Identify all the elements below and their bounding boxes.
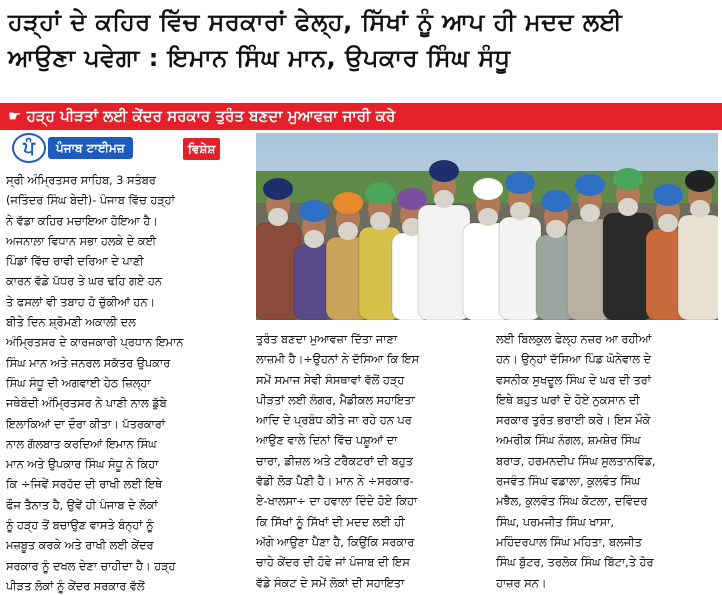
special-badge: ਵਿਸ਼ੇਸ਼ [183,138,220,160]
article-line: ਸਰਕਾਰ ਤੁਰੰਤ ਭਰਾਈ ਕਰੇ। ਇਸ ਮੌਕੇ [496,414,651,428]
article-line: ਇਲਾਕਿਆਂ ਦਾ ਦੌਰਾ ਕੀਤਾ। ਪੱਤਰਕਾਰਾਂ [6,417,165,431]
person-body [418,205,470,320]
article-line: ਬਰਾੜ, ਹਰਮਨਦੀਪ ਸਿੰਘ ਸੁਲਤਾਨਵਿੰਡ, [496,454,656,468]
article-line: ਆਉਣ ਵਾਲੇ ਦਿਨਾਂ ਵਿੱਚ ਪਸ਼ੂਆਂ ਦਾ [256,434,398,448]
article-line: ਬੀਤੇ ਦਿਨ ਸ਼੍ਰੋਮਣੀ ਅਕਾਲੀ ਦਲ [6,316,136,330]
headline [8,4,716,76]
person-turban [685,170,715,192]
person-beard [580,204,600,222]
person-turban [263,178,293,200]
person-turban [613,168,643,190]
article-line: ਰਜਵੰਤ ਸਿੰਘ ਵਡਾਲਾ, ਕੁਲਵੰਤ ਸਿੰਘ [496,475,640,489]
person-turban [299,200,329,222]
article-line: ਵਸਨੀਕ ਸੁਖਦੂਲ ਸਿੰਘ ਦੇ ਘਰ ਦੀ ਤਰਾਂ [496,373,651,387]
article-line: ਇਥੇ ਬਹੁਤ ਘਰਾਂ ਦੇ ਹੋਏ ਨੁਕਸਾਨ ਦੀ [496,393,640,407]
article-line: ਸਿੰਘ ਬੁੱਟਰ, ਤਰਲੋਕ ਸਿੰਘ ਬਿੱਟਾ,ਤੇ ਹੋਰ [496,556,654,570]
article-line: ਪਿੰਡਾਂ ਵਿੱਚ ਰਾਵੀ ਦਰਿਆ ਦੇ ਪਾਣੀ [6,255,144,269]
article-line: ਜਥੇਬੰਦੀ ਅੰਮ੍ਰਿਤਸਰ ਨੇ ਪਾਣੀ ਨਾਲ ਡੁੱਬੇ [6,397,167,411]
person-turban [333,192,363,214]
person-beard [304,230,324,248]
article-line: ਸਿੰਘ, ਪਰਮਜੀਤ ਸਿੰਘ ਖਾਸਾ, [496,515,614,529]
article-column-1 [6,171,250,595]
subheadline-bar: ☛ ਹੜ੍ਹ ਪੀੜਤਾਂ ਲਈ ਕੇਂਦਰ ਸਰਕਾਰ ਤੁਰੰਤ ਬਣਦਾ ਮੁਆਵਜ਼ਾ ਜਾਰੀ ਕਰੇ [0,103,722,130]
publication-logo [12,134,174,162]
person-turban [575,174,605,196]
news-photo [256,133,718,320]
publication-name: ਪੰਜਾਬ ਟਾਈਮਜ਼ [48,137,133,159]
article-line: ਸਰਕਾਰ ਨੂੰ ਦਖਲ ਦੇਣਾ ਚਾਹੀਦਾ ਹੈ। ਹੜ੍ਹ [6,559,176,573]
article-line: ਨਾਲ ਗੱਲਬਾਤ ਕਰਦਿਆਂ ਇਮਾਨ ਸਿੰਘ [6,437,157,451]
article-line: ਮਹਿੰਦਰਪਾਲ ਸਿੰਘ ਮਹਿਤਾ, ਬਲਜੀਤ [496,535,642,549]
person-beard [618,198,638,216]
person-beard [546,220,566,238]
article-line: ਲਈ ਬਿਲਕੁਲ ਫੇਲ੍ਹ ਨਜ਼ਰ ਆ ਰਹੀਆਂ [496,333,652,346]
article-column-2 [256,330,488,594]
headline-line-1: ਹੜ੍ਹਾਂ ਦੇ ਕਹਿਰ ਵਿੱਚ ਸਰਕਾਰਾਂ ਫੇਲ੍ਹ, ਸਿੱਖਾਂ ਨੂੰ ਆਪ ਹੀ ਮਦਦ ਲਈ [8,8,623,36]
article-line: ਸ੍ਰੀ ਅੰਮ੍ਰਿਤਸਰ ਸਾਹਿਬ, 3 ਸਤੰਬਰ [6,174,156,187]
headline-line-2: ਆਉਣਾ ਪਵੇਗਾ : ਇਮਾਨ ਸਿੰਘ ਮਾਨ, ਉਪਕਾਰ ਸਿੰਘ ਸੰਧੂ [8,44,511,72]
article-line: ਕਿ ਸਿੱਖਾਂ ਨੂੰ ਸਿੱਖਾਂ ਦੀ ਮਦਦ ਲਈ ਹੀ [256,515,405,529]
article-line: ਕਾਰਨ ਵੱਡੇ ਪੱਧਰ ਤੇ ਘਰ ਢਹਿ ਗਏ ਹਨ [6,275,162,289]
article-line: ਮਝੈਲ, ਕੁਲਵੰਤ ਸਿੰਘ ਕੋਟਲਾ, ਦਵਿੰਦਰ [496,495,648,509]
person-turban [429,160,459,182]
article-line: (ਜਤਿੰਦਰ ਸਿੰਘ ਬੇਦੀ)- ਪੰਜਾਬ ਵਿੱਚ ਹੜ੍ਹਾਂ [6,194,175,208]
article-line: ਅੰਮ੍ਰਿਤਸਰ ਦੇ ਕਾਰਜਕਾਰੀ ਪ੍ਰਧਾਨ ਇਮਾਨ [6,336,184,350]
article-line: ਅੱਗੇ ਆਉਣਾ ਪੈਣਾ ਹੈ, ਕਿਉਂਕਿ ਸਰਕਾਰ [256,535,415,549]
article-line: ਮਾਨ ਅਤੇ ਉਪਕਾਰ ਸਿੰਘ ਸੰਧੂ ਨੇ ਕਿਹਾ [6,458,159,472]
article-line: ਕਿ ÷ਜਿਵੇਂ ਸਰਹੱਦ ਦੀ ਰਾਖੀ ਲਈ ਇਥੇ [6,478,163,492]
person-beard [370,212,390,230]
person-beard [478,208,498,226]
person-beard [658,214,678,232]
article-line: ਸਮੇਂ ਸਮਾਜ ਸੇਵੀ ਸੰਸਥਾਵਾਂ ਵੱਲੋਂ ਹੜ੍ਹ [256,373,405,387]
article-line: ਅਮਰੀਕ ਸਿੰਘ ਨੰਗਲ, ਸ਼ਮਸ਼ੇਰ ਸਿੰਘ [496,434,641,448]
article-line: ਤੁਰੰਤ ਬਣਦਾ ਮੁਆਵਜ਼ਾ ਦਿੱਤਾ ਜਾਣਾ [256,333,398,346]
article-line: ਸਿੰਘ ਸੰਧੂ ਦੀ ਅਗਵਾਈ ਹੇਠ ਜ਼ਿਲ੍ਹਾ [6,376,151,390]
person-beard [434,190,454,208]
article-line: ਤੇ ਫਸਲਾਂ ਵੀ ਤਬਾਹ ਹੋ ਚੁੱਕੀਆਂ ਹਨ। [6,295,156,309]
article-line: ਪੀੜਤਾਂ ਲਈ ਲੰਗਰ, ਮੈਡੀਕਲ ਸਹਾਇਤਾ [256,393,415,407]
person-beard [690,200,710,218]
person-turban [653,184,683,206]
article-line: ਮਜ਼ਬੂਤ ਕਰਕੇ ਅਤੇ ਰਾਖੀ ਲਈ ਕੇਂਦਰ [6,539,154,553]
person-body [499,217,541,320]
punjab-times-logo-icon: ਪੰ [12,133,46,163]
article-line: ਵੱਡੀ ਲੋੜ ਪੈਣੀ ਹੈ। ਮਾਨ ਨੇ ÷ਸਰਕਾਰ- [256,475,414,489]
person-beard [338,222,358,240]
article-line: ਅਜਨਾਲਾ ਵਿਧਾਨ ਸਭਾ ਹਲਕੇ ਦੇ ਕਈ [6,234,156,248]
article-line: ਆਦਿ ਦੇ ਪ੍ਰਬੰਧ ਕੀਤੇ ਜਾ ਰਹੇ ਹਨ ਪਰ [256,414,412,428]
article-line: ਨੂੰ ਹੜ੍ਹ ਤੋਂ ਬਚਾਉਣ ਵਾਸਤੇ ਬੰਨ੍ਹਾਂ ਨੂੰ [6,519,154,533]
person-turban [365,182,395,204]
person-turban [541,190,571,212]
group-photo-illustration [256,133,718,320]
article-line: ਚਾਹੇ ਕੇਂਦਰ ਦੀ ਹੋਵੇ ਜਾਂ ਪੰਜਾਬ ਦੀ ਇਸ [256,556,410,570]
article-line: ਵੱਡੇ ਸੰਕਟ ਦੇ ਸਮੇਂ ਲੋਕਾਂ ਦੀ ਸਹਾਇਤਾ [256,576,405,590]
article-line: ਪੀੜਤ ਲੋਕਾਂ ਨੂੰ ਕੇਂਦਰ ਸਰਕਾਰ ਵੱਲੋਂ [6,579,145,593]
article-line: ਹਾਜ਼ਰ ਸਨ। [496,576,547,590]
article-line: ਲਾਜ਼ਮੀ ਹੈ।÷ਉਹਨਾਂ ਨੇ ਦੱਸਿਆ ਕਿ ਇਸ [256,353,420,367]
person-turban [473,178,503,200]
article-line: ਹਨ। ਉਨ੍ਹਾਂ ਦੱਸਿਆ ਪਿੰਡ ਘੋਨੇਵਾਲ ਦੇ [496,353,652,367]
person-body [678,215,718,320]
article-line: ਸਿੰਘ ਮਾਨ ਅਤੇ ਜਨਰਲ ਸਕੱਤਰ ਉਪਕਾਰ [6,356,171,370]
person-beard [510,202,530,220]
article-line: ਏ-ਖਾਲਸਾ÷ ਦਾ ਹਵਾਲਾ ਦਿੰਦੇ ਹੋਏ ਕਿਹਾ [256,495,418,509]
article-column-3 [496,330,718,594]
person-beard [268,208,288,226]
article-line: ਫੌਜ ਤੈਨਾਤ ਹੈ, ਉਵੇਂ ਹੀ ਪੰਜਾਬ ਦੇ ਲੋਕਾਂ [6,498,158,512]
person-turban [505,172,535,194]
article-line: ਨੇ ਵੱਡਾ ਕਹਿਰ ਮਚਾਇਆ ਹੋਇਆ ਹੈ। [6,214,158,228]
article-line: ਚਾਰਾ, ਡੀਜ਼ਲ ਅਤੇ ਟਰੈਕਟਰਾਂ ਦੀ ਬਹੁਤ [256,454,413,468]
